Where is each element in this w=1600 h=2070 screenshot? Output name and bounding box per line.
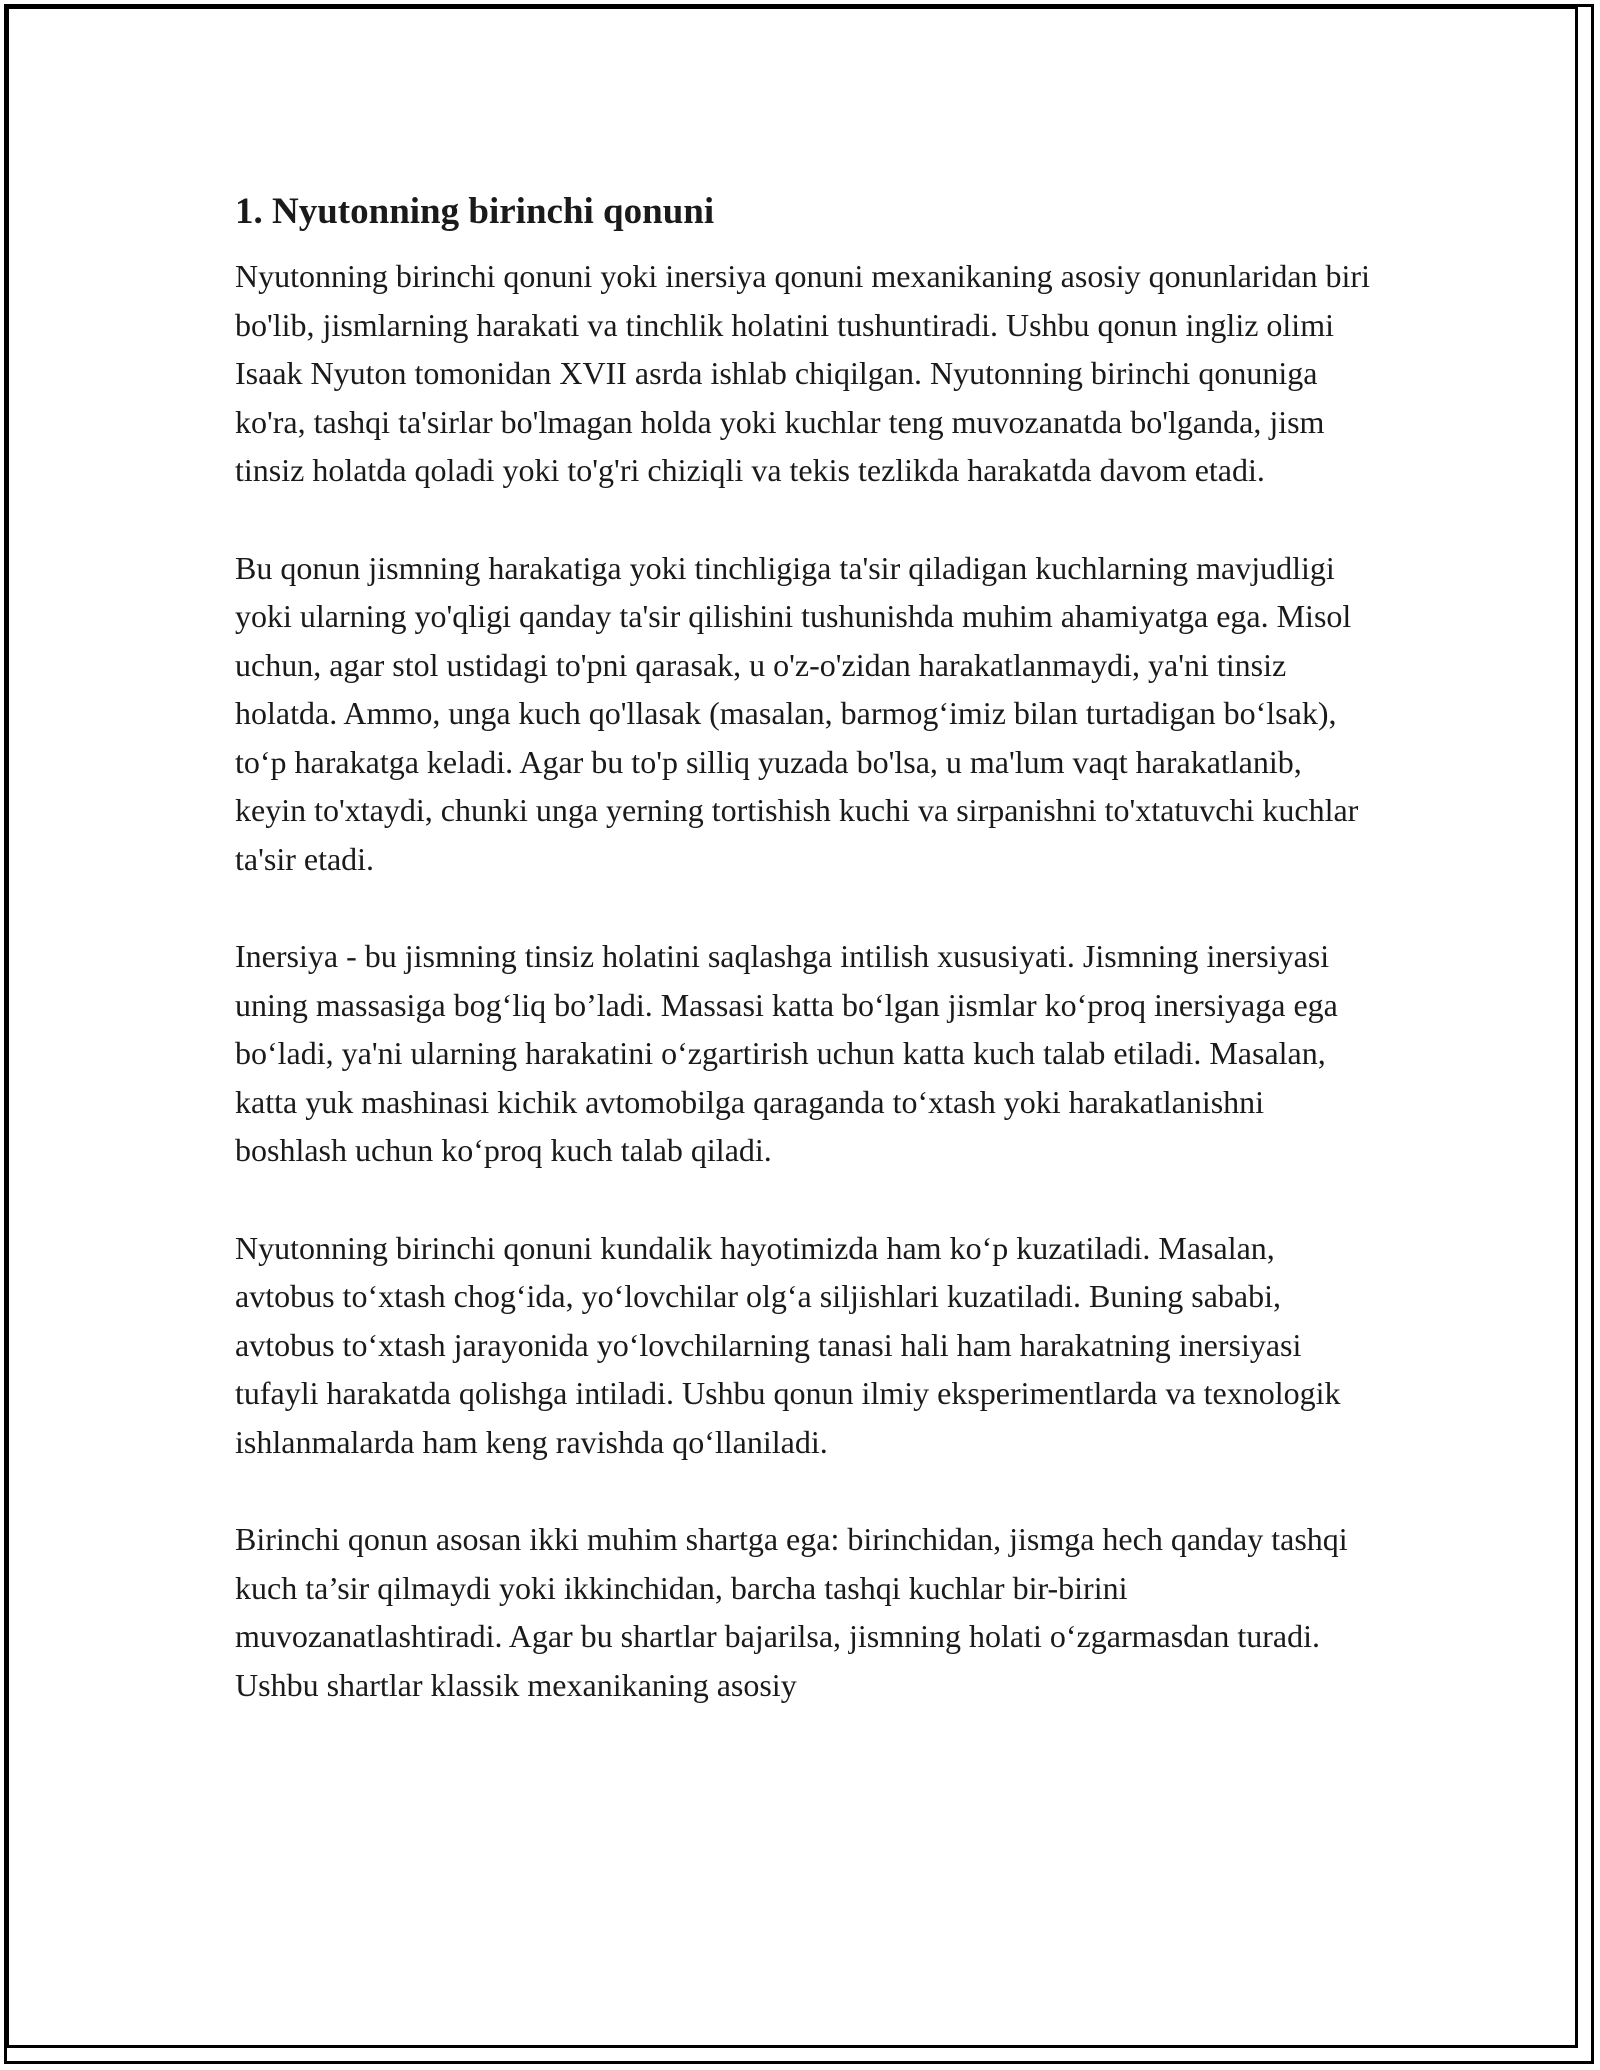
section-heading: 1. Nyutonning birinchi qonuni: [235, 191, 715, 232]
paragraph-5: Birinchi qonun asosan ikki muhim shartga ega: birinchidan, jismga hech qanday tashqi kuch ta’sir qilmaydi yoki ikkinchidan, barcha tashqi kuchlar bir-birini muvozanatlashtiradi. Agar bu shartlar bajarilsa, jismning holati o‘zgarmasdan turadi. Ushbu shartlar klassik mexanikaning asosiy: [235, 1521, 1348, 1703]
paragraph-4: Nyutonning birinchi qonuni kundalik hayotimizda ham ko‘p kuzatiladi. Masalan, avtobus to‘xtash chog‘ida, yo‘lovchilar olg‘a siljishlari kuzatiladi. Buning sababi, avtobus to‘xtash jarayonida yo‘lovchilarning tanasi hali ham harakatning inersiyasi tufayli harakatda qolishga intiladi. Ushbu qonun ilmiy eksperimentlarda va texnologik ishlanmalarda ham keng ravishda qo‘llaniladi.: [235, 1229, 1341, 1460]
paragraph-2: Bu qonun jismning harakatiga yoki tinchligiga ta'sir qiladigan kuchlarning mavjudligi yoki ularning yo'qligi qanday ta'sir qilishini tushunishda muhim ahamiyatga ega. Misol uchun, agar stol ustidagi to'pni qarasak, u o'z-o'zidan harakatlanmaydi, ya'ni tinsiz holatda. Ammo, unga kuch qo'llasak (masalan, barmog‘imiz bilan turtadigan bo‘lsak), to‘p harakatga keladi. Agar bu to'p silliq yuzada bo'lsa, u ma'lum vaqt harakatlanib, keyin to'xtaydi, chunki unga yerning tortishish kuchi va sirpanishni to'xtatuvchi kuchlar ta'sir etadi.: [235, 549, 1359, 877]
document-body: [235, 186, 1375, 1758]
paragraph-1: Nyutonning birinchi qonuni yoki inersiya qonuni mexanikaning asosiy qonunlaridan biri bo'lib, jismlarning harakati va tinchlik holatini tushuntiradi. Ushbu qonun ingliz olimi Isaak Nyuton tomonidan XVII asrda ishlab chiqilgan. Nyutonning birinchi qonuniga ko'ra, tashqi ta'sirlar bo'lmagan holda yoki kuchlar teng muvozanatda bo'lganda, jism tinsiz holatda qoladi yoki to'g'ri chiziqli va tekis tezlikda harakatda davom etadi.: [235, 258, 1370, 488]
paragraph-3: Inersiya - bu jismning tinsiz holatini saqlashga intilish xususiyati. Jismning inersiyasi uning massasiga bog‘liq bo’ladi. Massasi katta bo‘lgan jismlar ko‘proq inersiyaga ega bo‘ladi, ya'ni ularning harakatini o‘zgartirish uchun katta kuch talab etiladi. Masalan, katta yuk mashinasi kichik avtomobilga qaraganda to‘xtash yoki harakatlanishni boshlash uchun ko‘proq kuch talab qiladi.: [235, 938, 1338, 1168]
